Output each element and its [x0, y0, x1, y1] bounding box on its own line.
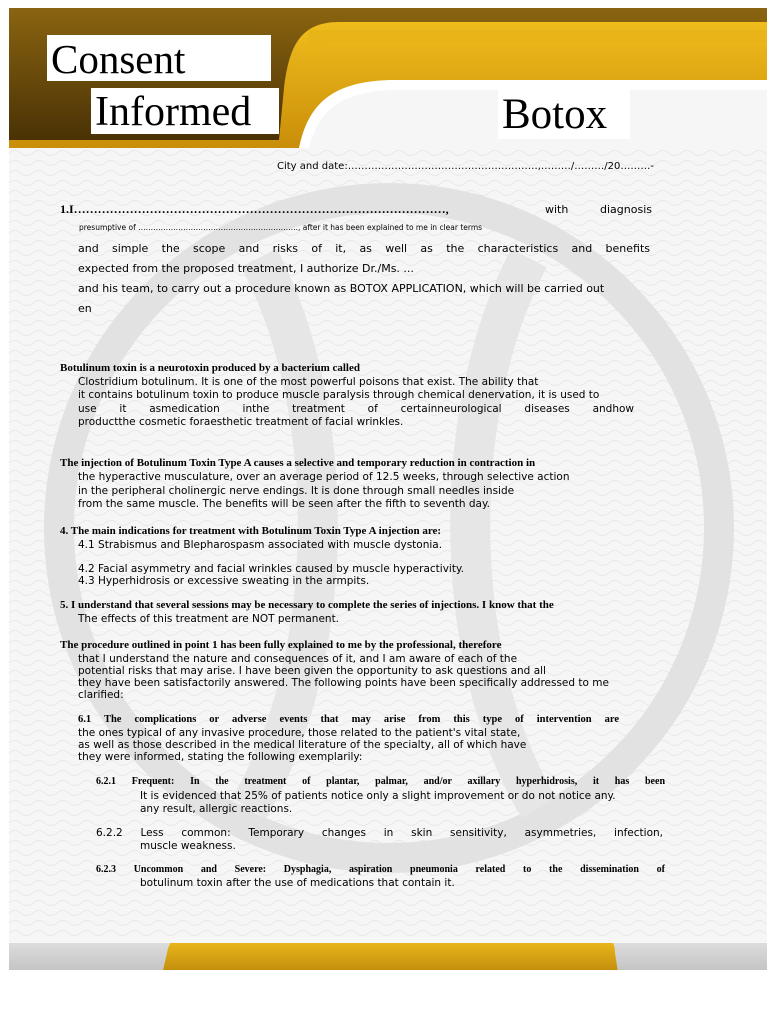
diagnosis-label: diagnosis: [600, 203, 652, 216]
intro-text: en: [78, 302, 92, 315]
subsection-heading: 6.2.1 Frequent: In the treatment of plantar, palmar, and/or axillary hyperhidrosis, it has been: [96, 776, 665, 787]
subsection-heading: 6.2.2 Less common: Temporary changes in skin sensitivity, asymmetries, infection,: [96, 827, 663, 839]
section-text: it contains botulinum toxin to produce muscle paralysis through chemical denervation, it is used to: [78, 389, 600, 401]
section-text: muscle weakness.: [140, 840, 236, 852]
list-item: 4.3 Hyperhidrosis or excessive sweating in the armpits.: [78, 575, 370, 587]
patient-name-line: 1.I…………………………………………………………………………………,: [60, 202, 449, 216]
section-heading: The procedure outlined in point 1 has been fully explained to me by the professional, therefore: [60, 639, 502, 651]
section-text: productthe cosmetic foraesthetic treatment of facial wrinkles.: [78, 416, 404, 428]
footer-banner: [9, 943, 767, 970]
subsection-heading: 6.2.3 Uncommon and Severe: Dysphagia, aspiration pneumonia related to the dissemination of: [96, 864, 665, 875]
intro-text: and his team, to carry out a procedure known as BOTOX APPLICATION, which will be carried out: [78, 282, 605, 295]
section-text: from the same muscle. The benefits will be seen after the fifth to seventh day.: [78, 498, 491, 510]
section-text: use it asmedication inthe treatment of certainneurological diseases andhow: [78, 403, 634, 415]
list-item: 4.1 Strabismus and Blepharospasm associated with muscle dystonia.: [78, 539, 443, 551]
section-text: botulinum toxin after the use of medications that contain it.: [140, 877, 455, 889]
section-text: as well as those described in the medical literature of the specialty, all of which have: [78, 739, 527, 751]
section-text: The effects of this treatment are NOT permanent.: [78, 613, 340, 625]
title-informed: Informed: [91, 88, 279, 134]
subsection-heading: 6.1 The complications or adverse events that may arise from this type of intervention are: [78, 714, 619, 725]
section-text: Clostridium botulinum. It is one of the most powerful poisons that exist. The ability that: [78, 376, 539, 388]
with-label: with: [545, 203, 569, 216]
title-consent: Consent: [47, 35, 271, 81]
section-heading: 4. The main indications for treatment with Botulinum Toxin Type A injection are:: [60, 525, 442, 537]
presumptive-line: presumptive of ………………………………………………………., after it has been explained to me in clear terms: [79, 223, 483, 232]
section-text: they have been satisfactorily answered. The following points have been specifically addressed to me: [78, 677, 609, 689]
section-text: the ones typical of any invasive procedure, those related to the patient's vital state,: [78, 727, 521, 739]
section-text: in the peripheral cholinergic nerve endings. It is done through small needles inside: [78, 485, 515, 497]
title-botox: Botox: [498, 89, 630, 139]
list-item: 4.2 Facial asymmetry and facial wrinkles caused by muscle hyperactivity.: [78, 563, 464, 575]
section-heading: Botulinum toxin is a neurotoxin produced by a bacterium called: [60, 362, 360, 374]
intro-text: expected from the proposed treatment, I authorize Dr./Ms. ...: [78, 262, 414, 275]
city-date-field: City and date:…………………………………………………,………/………/20………-: [277, 161, 654, 172]
section-text: potential risks that may arise. I have been given the opportunity to ask questions and all: [78, 665, 546, 677]
section-text: that I understand the nature and consequences of it, and I am aware of each of the: [78, 653, 518, 665]
intro-text: and simple the scope and risks of it, as well as the characteristics and benefits: [78, 242, 650, 255]
section-text: any result, allergic reactions.: [140, 803, 293, 815]
section-text: It is evidenced that 25% of patients notice only a slight improvement or do not notice any.: [140, 790, 616, 802]
section-text: they were informed, stating the following exemplarily:: [78, 751, 363, 763]
section-heading: 5. I understand that several sessions may be necessary to complete the series of injections. I know that the: [60, 599, 554, 611]
section-text: the hyperactive musculature, over an average period of 12.5 weeks, through selective action: [78, 471, 570, 483]
document-page: [9, 8, 767, 970]
section-heading: The injection of Botulinum Toxin Type A causes a selective and temporary reduction in contraction in: [60, 457, 536, 469]
section-text: clarified:: [78, 689, 124, 701]
